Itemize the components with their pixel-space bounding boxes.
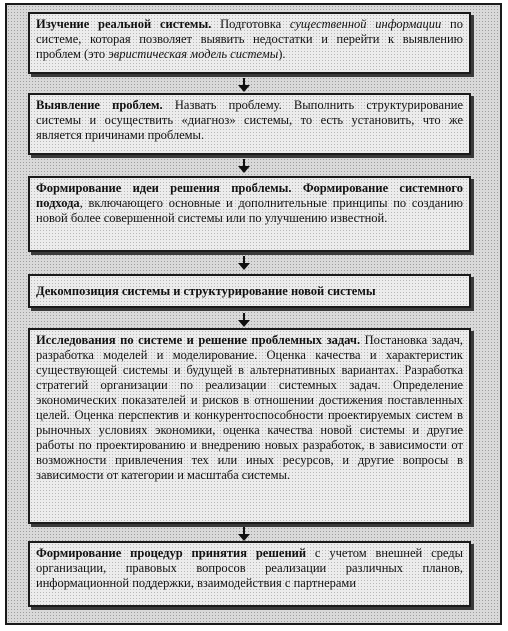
arrow-down (238, 527, 250, 541)
arrow-down (238, 256, 250, 270)
arrow-down (238, 159, 250, 173)
step-study-text: существенной информации (289, 17, 442, 31)
step-study-text: ). (278, 47, 286, 61)
arrow-down (238, 313, 250, 327)
step-research-text: Постановка задач, разработка моделей и моделирование. Оценка качества и характеристик существующей системы и будущей в альтернативных вариантах. Разработка стратегий организации по реализации системных задач. Определение экономических показателей и рисков в отношении достижения поставленных целей. Оценка перспектив и конкурентоспособности проектируемых систем в рыночных условиях экономики, оценка качества новой системы и другие работы по проектированию и внедрению новых разработок, в зависимости от возможности привлечения тех или иных ресурсов, и другие вопросы в зависимости от категории и масштаба системы. (36, 333, 463, 482)
step-decision-text: Формирование процедур принятия решений (36, 546, 307, 560)
step-idea (28, 176, 471, 252)
step-study (28, 12, 471, 74)
arrow-down (238, 78, 250, 92)
step-study-text: Изучение реальной системы. (36, 17, 212, 31)
step-detect (28, 93, 471, 155)
step-idea-text: Формирование идеи решения проблемы. Формирование системного подхода (36, 181, 463, 210)
step-decompose (28, 274, 471, 308)
step-research (28, 328, 471, 524)
step-decompose-text: Декомпозиция системы и структурирование новой системы (36, 284, 376, 298)
step-study-text: эвристическая модель системы (108, 47, 279, 61)
step-decision-text: с учетом внешней среды организации, правовых вопросов реализации различных планов, информационной поддержки, взаимодействия с партнерами (36, 546, 464, 590)
step-decision (28, 541, 471, 607)
step-study-text: по системе, которая позволяет выявить недостатки и перейти к выявлению проблем (это (36, 17, 463, 61)
step-detect-text: Назвать проблему. Выполнить структурирование системы и осуществить «диагноз» системы, то есть установить, что же является причинами проблемы. (36, 98, 463, 142)
step-detect-text: Выявление проблем. (36, 98, 163, 112)
step-idea-text: , включающего основные и дополнительные принципы по созданию новой более совершенной системы или по улучшению известной. (36, 196, 463, 225)
step-research-text: Исследования по системе и решение проблемных задач. (36, 333, 361, 347)
step-study-text: Подготовка (211, 17, 290, 31)
